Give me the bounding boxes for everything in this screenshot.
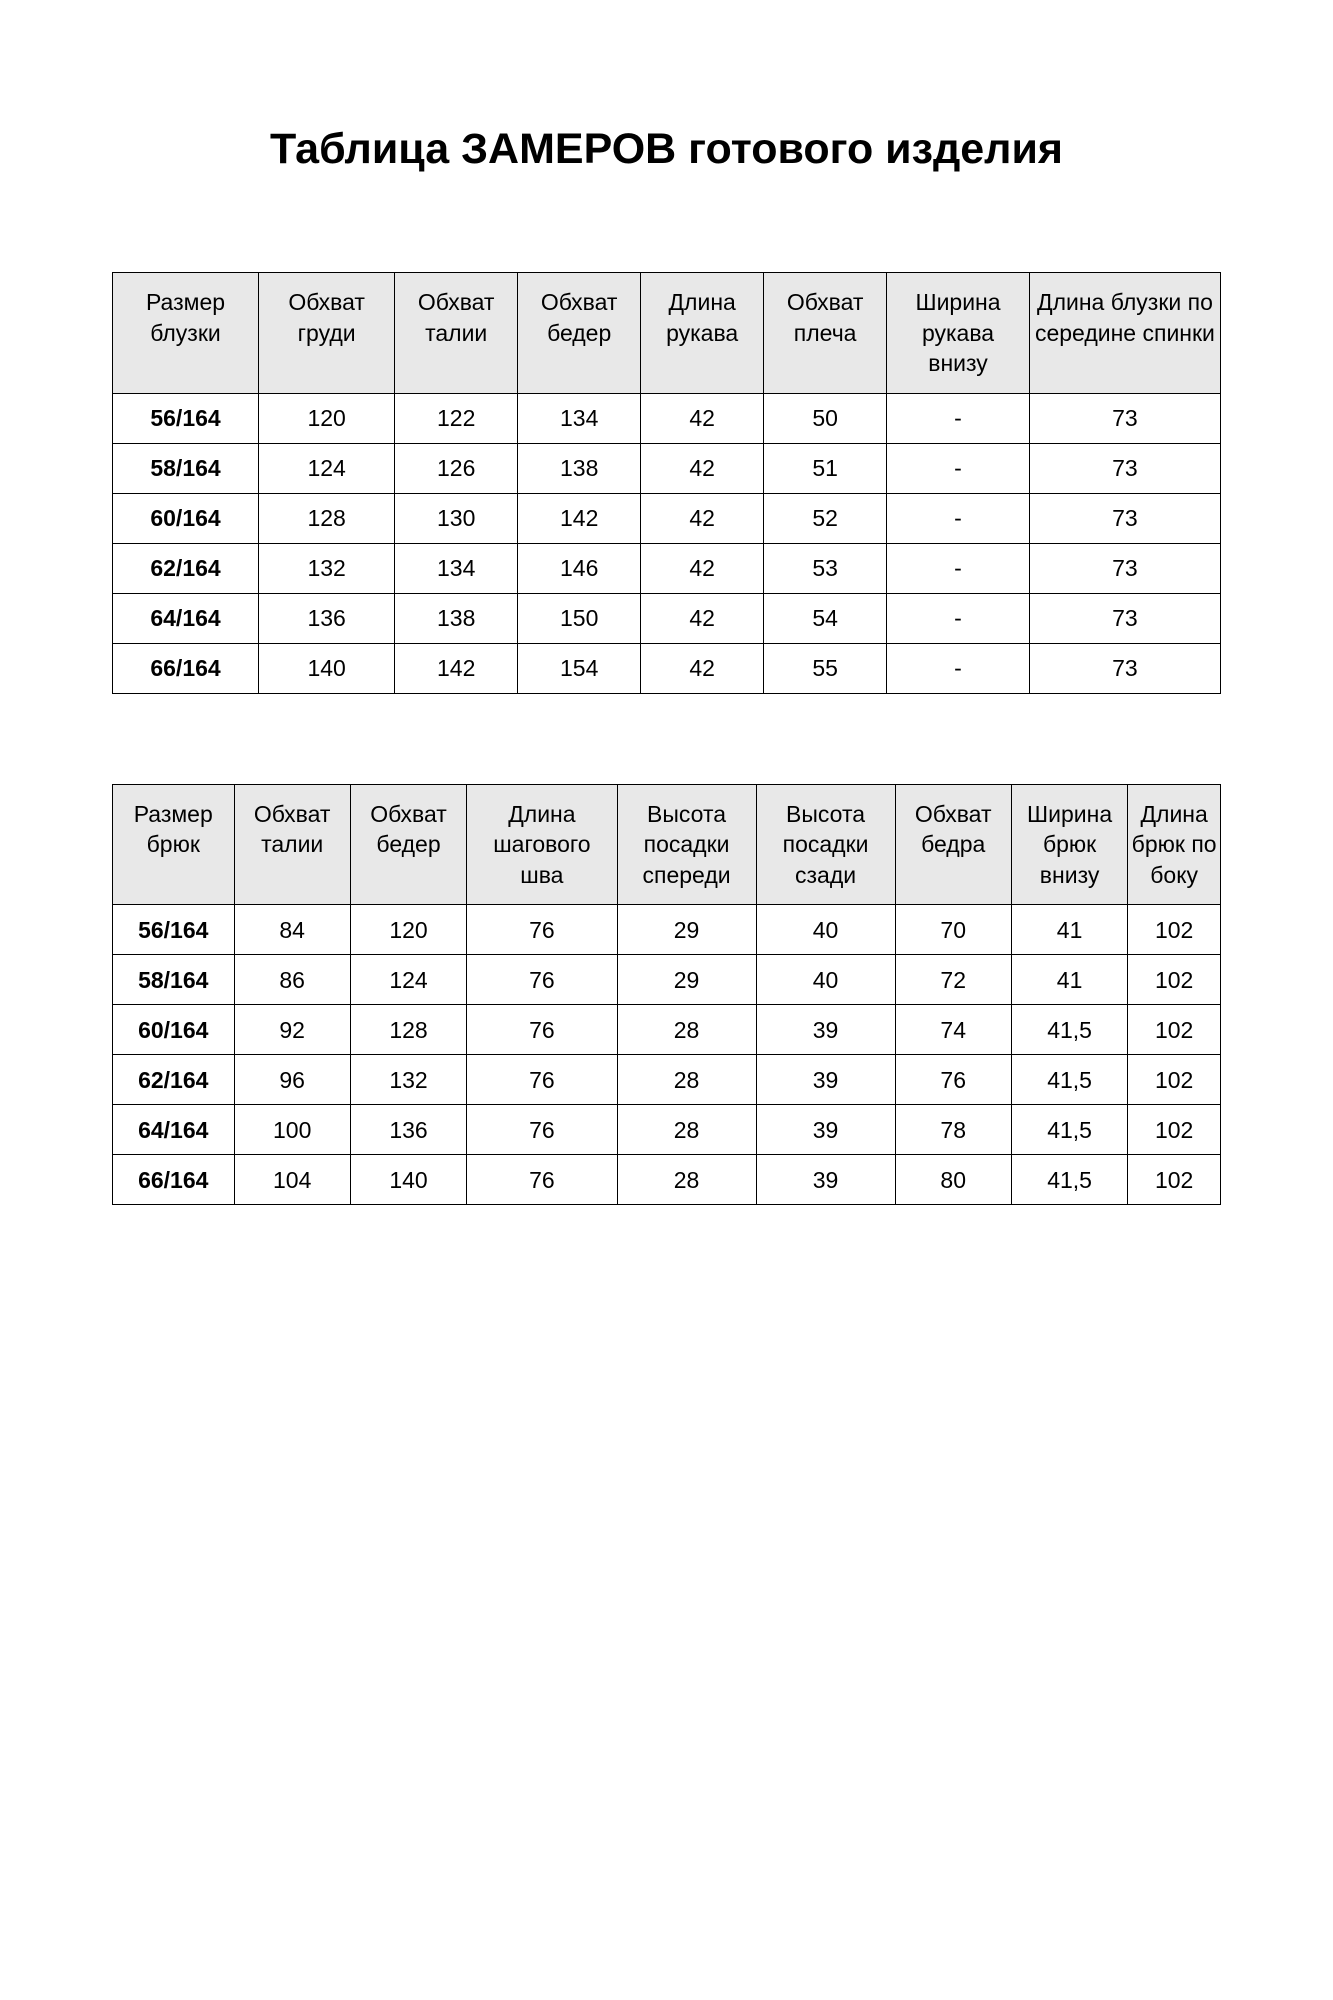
size-cell: 56/164	[113, 393, 259, 443]
column-header: Размер брюк	[113, 784, 235, 905]
value-cell: 102	[1128, 955, 1221, 1005]
value-cell: -	[887, 643, 1030, 693]
value-cell: 86	[234, 955, 350, 1005]
page-title: Таблица ЗАМЕРОВ готового изделия	[269, 125, 1064, 173]
size-cell: 64/164	[113, 1105, 235, 1155]
value-cell: 136	[350, 1105, 466, 1155]
value-cell: 76	[895, 1055, 1011, 1105]
table-row	[113, 443, 1221, 493]
value-cell: 73	[1029, 443, 1220, 493]
value-cell: 136	[259, 593, 395, 643]
value-cell: 126	[395, 443, 518, 493]
value-cell: 39	[756, 1005, 895, 1055]
value-cell: 73	[1029, 593, 1220, 643]
value-cell: 146	[518, 543, 641, 593]
blouse-measurements-table	[112, 272, 1221, 694]
value-cell: 41,5	[1011, 1105, 1127, 1155]
value-cell: 73	[1029, 393, 1220, 443]
value-cell: 154	[518, 643, 641, 693]
value-cell: -	[887, 493, 1030, 543]
value-cell: 52	[764, 493, 887, 543]
value-cell: 102	[1128, 1155, 1221, 1205]
value-cell: -	[887, 443, 1030, 493]
size-cell: 66/164	[113, 1155, 235, 1205]
table-header-row	[113, 784, 1221, 905]
trousers-measurements-table	[112, 784, 1221, 1206]
value-cell: 124	[350, 955, 466, 1005]
size-cell: 60/164	[113, 493, 259, 543]
value-cell: 140	[350, 1155, 466, 1205]
value-cell: 39	[756, 1055, 895, 1105]
value-cell: 76	[467, 1055, 617, 1105]
table-row	[113, 1105, 1221, 1155]
value-cell: 29	[617, 955, 756, 1005]
value-cell: 120	[259, 393, 395, 443]
value-cell: 84	[234, 905, 350, 955]
value-cell: 70	[895, 905, 1011, 955]
value-cell: 53	[764, 543, 887, 593]
value-cell: 76	[467, 955, 617, 1005]
value-cell: 128	[350, 1005, 466, 1055]
column-header: Обхват бедра	[895, 784, 1011, 905]
value-cell: 104	[234, 1155, 350, 1205]
value-cell: 42	[641, 443, 764, 493]
size-cell: 58/164	[113, 443, 259, 493]
value-cell: 29	[617, 905, 756, 955]
value-cell: 39	[756, 1155, 895, 1205]
column-header: Ширина рукава внизу	[887, 273, 1030, 394]
value-cell: 76	[467, 1155, 617, 1205]
value-cell: 92	[234, 1005, 350, 1055]
value-cell: 41,5	[1011, 1055, 1127, 1105]
value-cell: 39	[756, 1105, 895, 1155]
value-cell: 76	[467, 1005, 617, 1055]
size-cell: 58/164	[113, 955, 235, 1005]
value-cell: 76	[467, 905, 617, 955]
size-cell: 60/164	[113, 1005, 235, 1055]
table-row	[113, 543, 1221, 593]
value-cell: 42	[641, 543, 764, 593]
value-cell: 134	[518, 393, 641, 443]
blouse-measurements-table-wrapper	[0, 272, 1333, 694]
value-cell: 124	[259, 443, 395, 493]
column-header: Обхват талии	[395, 273, 518, 394]
value-cell: 41,5	[1011, 1155, 1127, 1205]
value-cell: 54	[764, 593, 887, 643]
value-cell: 40	[756, 955, 895, 1005]
table-row	[113, 593, 1221, 643]
value-cell: 28	[617, 1155, 756, 1205]
size-cell: 66/164	[113, 643, 259, 693]
table-row	[113, 1005, 1221, 1055]
column-header: Длина рукава	[641, 273, 764, 394]
value-cell: 41,5	[1011, 1005, 1127, 1055]
value-cell: 102	[1128, 1105, 1221, 1155]
value-cell: 102	[1128, 1055, 1221, 1105]
value-cell: 120	[350, 905, 466, 955]
value-cell: 132	[259, 543, 395, 593]
value-cell: 73	[1029, 643, 1220, 693]
value-cell: 96	[234, 1055, 350, 1105]
value-cell: 76	[467, 1105, 617, 1155]
value-cell: 78	[895, 1105, 1011, 1155]
value-cell: 102	[1128, 1005, 1221, 1055]
value-cell: 134	[395, 543, 518, 593]
value-cell: 132	[350, 1055, 466, 1105]
value-cell: 28	[617, 1005, 756, 1055]
column-header: Обхват бедер	[350, 784, 466, 905]
table-row	[113, 493, 1221, 543]
column-header: Длина блузки по середине спинки	[1029, 273, 1220, 394]
value-cell: 28	[617, 1105, 756, 1155]
value-cell: 42	[641, 393, 764, 443]
table-header-row	[113, 273, 1221, 394]
column-header: Обхват груди	[259, 273, 395, 394]
column-header: Длина брюк по боку	[1128, 784, 1221, 905]
table-row	[113, 905, 1221, 955]
table-row	[113, 393, 1221, 443]
value-cell: 42	[641, 593, 764, 643]
column-header: Обхват талии	[234, 784, 350, 905]
size-cell: 62/164	[113, 1055, 235, 1105]
value-cell: 73	[1029, 543, 1220, 593]
trousers-measurements-table-wrapper	[0, 784, 1333, 1206]
size-cell: 64/164	[113, 593, 259, 643]
value-cell: 140	[259, 643, 395, 693]
value-cell: 28	[617, 1055, 756, 1105]
value-cell: 128	[259, 493, 395, 543]
value-cell: -	[887, 393, 1030, 443]
table-row	[113, 1155, 1221, 1205]
value-cell: 50	[764, 393, 887, 443]
column-header: Высота посадки спереди	[617, 784, 756, 905]
value-cell: 74	[895, 1005, 1011, 1055]
value-cell: 130	[395, 493, 518, 543]
table-row	[113, 955, 1221, 1005]
value-cell: 138	[395, 593, 518, 643]
value-cell: -	[887, 593, 1030, 643]
value-cell: 73	[1029, 493, 1220, 543]
value-cell: 142	[395, 643, 518, 693]
value-cell: 102	[1128, 905, 1221, 955]
value-cell: 138	[518, 443, 641, 493]
value-cell: 40	[756, 905, 895, 955]
value-cell: -	[887, 543, 1030, 593]
value-cell: 142	[518, 493, 641, 543]
column-header: Размер блузки	[113, 273, 259, 394]
table-row	[113, 1055, 1221, 1105]
column-header: Обхват бедер	[518, 273, 641, 394]
table-row	[113, 643, 1221, 693]
column-header: Высота посадки сзади	[756, 784, 895, 905]
size-cell: 62/164	[113, 543, 259, 593]
column-header: Обхват плеча	[764, 273, 887, 394]
value-cell: 100	[234, 1105, 350, 1155]
value-cell: 51	[764, 443, 887, 493]
value-cell: 122	[395, 393, 518, 443]
column-header: Ширина брюк внизу	[1011, 784, 1127, 905]
value-cell: 42	[641, 493, 764, 543]
value-cell: 41	[1011, 905, 1127, 955]
size-cell: 56/164	[113, 905, 235, 955]
value-cell: 55	[764, 643, 887, 693]
column-header: Длина шагового шва	[467, 784, 617, 905]
value-cell: 42	[641, 643, 764, 693]
value-cell: 80	[895, 1155, 1011, 1205]
value-cell: 150	[518, 593, 641, 643]
value-cell: 72	[895, 955, 1011, 1005]
value-cell: 41	[1011, 955, 1127, 1005]
